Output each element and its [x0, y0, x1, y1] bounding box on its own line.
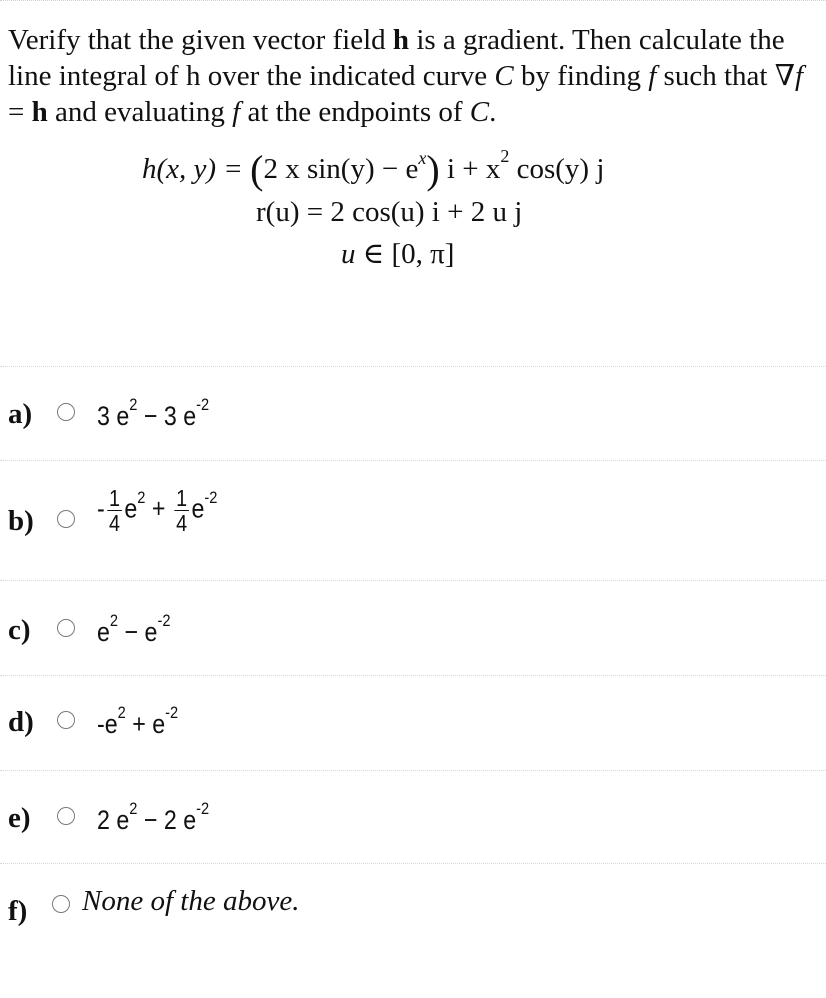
vector-field-equation: h(x, y) = (2 x $\sin(y) - e^x$) $i + x^2$ cos(y) j [142, 146, 605, 192]
separator [0, 366, 826, 367]
option-e-letter: e) [8, 802, 31, 834]
option-f-letter: f) [8, 895, 28, 927]
option-d-radio[interactable] [57, 711, 75, 729]
option-b-radio[interactable] [57, 510, 75, 528]
none-of-the-above-text: None of the above. [82, 885, 300, 917]
separator [0, 580, 826, 581]
option-c[interactable] [0, 605, 826, 655]
separator [0, 770, 826, 771]
parameter-interval: u ∈ [0, π] [341, 238, 455, 270]
separator [0, 675, 826, 676]
option-e-radio[interactable] [57, 807, 75, 825]
separator [0, 863, 826, 864]
option-a-answer: 3 $e^2 - 3$ $e^{-2}$ [97, 395, 210, 431]
option-a[interactable] [0, 390, 826, 440]
option-f[interactable] [0, 885, 826, 935]
option-c-radio[interactable] [57, 619, 75, 637]
top-border [0, 0, 826, 1]
question-text: Verify that the given vector field h is a gradient. Then calculate the line integral of h over the indicated curve C by finding f such that ∇f = h and evaluating f at the endpoints of C. [8, 24, 804, 128]
option-d-answer: $-e^2 + e^{-2}$ [97, 703, 179, 739]
option-e[interactable] [0, 793, 826, 843]
option-a-letter: a) [8, 398, 33, 430]
option-c-letter: c) [8, 614, 31, 646]
separator [0, 460, 826, 461]
curve-equation: r(u) = 2 cos(u) i + 2 u j [256, 196, 523, 228]
option-d[interactable] [0, 698, 826, 748]
option-f-radio[interactable] [52, 895, 70, 913]
option-d-letter: d) [8, 706, 34, 738]
option-e-answer: 2 $e^2 - 2$ $e^{-2}$ [97, 799, 210, 835]
option-b-letter: b) [8, 505, 34, 537]
option-b[interactable] [0, 480, 826, 537]
option-c-answer: $e^2 - e^{-2}$ [97, 611, 171, 647]
option-a-radio[interactable] [57, 403, 75, 421]
option-b-answer: - $\frac{1}{4}$ $e^2$ + $\frac{1}{4}$ $e^{-2}$ [97, 485, 218, 536]
